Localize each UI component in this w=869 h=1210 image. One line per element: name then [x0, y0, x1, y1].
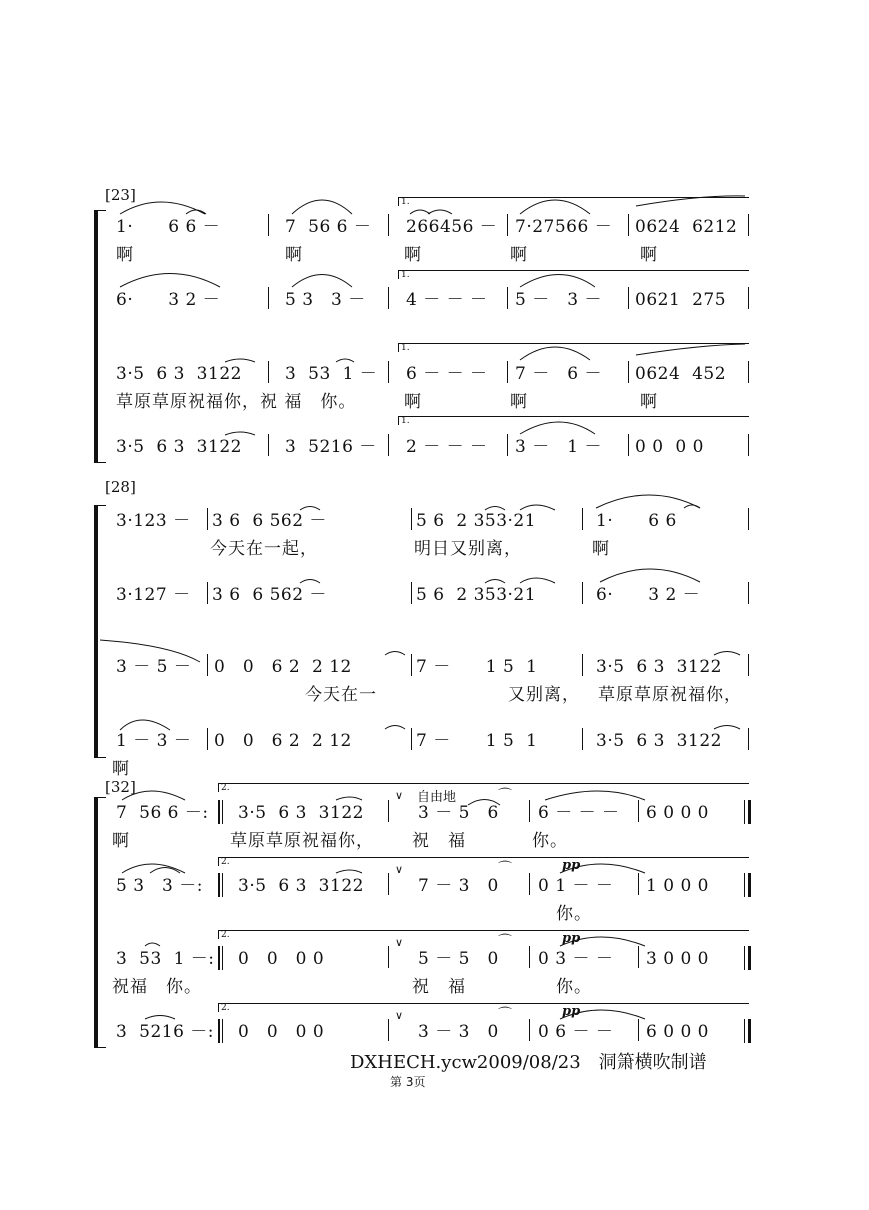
slur	[292, 275, 352, 288]
slur	[292, 200, 352, 214]
s1-v3-lyric3: 啊	[510, 392, 528, 412]
s1-v1-m1: 1· 6 6 －	[116, 217, 221, 237]
s2-v3-lyric2: 又别离，	[508, 685, 580, 705]
slur	[636, 344, 745, 355]
s3-v4-m4: 0 6 － －	[538, 1022, 614, 1042]
slur	[410, 210, 430, 214]
s3-v1-m1: 7 56 6 －:	[116, 803, 209, 823]
s1-v2-m4: 5 － 3 －	[515, 290, 602, 310]
s2-v3-m2: 0 0 6 2 2 12	[214, 657, 352, 677]
slur	[485, 507, 505, 511]
s2-v2-m4: 6· 3 2 －	[596, 585, 701, 605]
s1-v2-m1: 6· 3 2 －	[116, 290, 221, 310]
volta-first-s1-v3: 1.	[398, 343, 749, 352]
slur	[636, 196, 745, 206]
s1-v3-m3: 6 － － －	[406, 364, 488, 384]
s3-v4-m3: 3 － 3 0	[418, 1022, 499, 1042]
s2-v2-m2: 3 6 6 562 －	[212, 585, 327, 605]
s3-v1-m3: 3 － 5 6	[418, 803, 499, 823]
slur	[714, 652, 740, 656]
slur	[122, 791, 185, 800]
slur	[428, 210, 452, 214]
slur	[120, 720, 170, 730]
slur	[520, 275, 595, 288]
s1-v2-m2: 5 3 3 －	[285, 290, 366, 310]
s2-v3-m3: 7 － 1 5 1	[416, 657, 538, 677]
s1-v3-lyric1: 草原草原祝福你，祝 福 你。	[116, 392, 357, 412]
fermata-icon: ⌒	[498, 1007, 512, 1023]
s3-v2-m3: 7 － 3 0	[418, 876, 499, 896]
s1-v4-m4: 3 － 1 －	[515, 437, 602, 457]
s3-v2-m2: 3·5 6 3 3122	[238, 876, 364, 896]
volta-first-s1-v4: 1.	[398, 416, 749, 425]
s2-v4-m1: 1 － 3 －	[116, 731, 192, 751]
slur	[385, 726, 405, 730]
s3-v2-m5: 1 0 0 0	[646, 876, 709, 896]
s1-v1-m2: 7 56 6 －	[285, 217, 372, 237]
s1-v1-m3: 266456 －	[406, 217, 498, 237]
slur	[560, 937, 645, 946]
measure-number-23: [23]	[105, 186, 136, 204]
s1-v2-m3: 4 － － －	[406, 290, 488, 310]
s2-v1-m2: 3 6 6 562 －	[212, 511, 327, 531]
s1-v3-m4: 7 － 6 －	[515, 364, 602, 384]
s1-v1-lyric2: 啊	[285, 245, 303, 265]
slur	[336, 870, 362, 873]
s2-v3-m4: 3·5 6 3 3122	[596, 657, 722, 677]
fermata-icon: ⌒	[498, 934, 512, 950]
fermata-icon: ⌒	[498, 788, 512, 804]
footer-credit: DXHECH.ycw2009/08/23 洞箫横吹制谱	[350, 1052, 707, 1073]
s3-v3-m4: 0 3 － －	[538, 949, 614, 969]
s2-v3-lyric1: 今天在一	[305, 685, 377, 705]
breath-mark: ∨	[395, 1009, 404, 1022]
s2-v1-lyric3: 啊	[592, 539, 610, 559]
s2-v3-m1: 3 － 5 －	[116, 657, 192, 677]
s3-v2-lyric1: 你。	[556, 904, 592, 924]
slur	[520, 422, 595, 434]
slur	[596, 495, 700, 508]
s1-v1-m5: 0624 6212	[635, 217, 738, 237]
page-number: 第 3页	[390, 1075, 426, 1089]
s2-v1-m3: 5 6 2 353·21	[416, 511, 537, 531]
s1-v4-m2: 3 5216 －	[285, 437, 377, 457]
s3-v1-m2: 3·5 6 3 3122	[238, 803, 364, 823]
s1-v1-lyric5: 啊	[640, 245, 658, 265]
tempo-marking: 自由地	[417, 790, 457, 805]
slur	[385, 652, 405, 656]
s1-v4-m3: 2 － － －	[406, 437, 488, 457]
s2-v4-m3: 7 － 1 5 1	[416, 731, 538, 751]
dynamic-pp: pp	[562, 1004, 581, 1019]
volta-first-s1-v1: 1.	[398, 197, 749, 206]
s2-v1-m4: 1· 6 6	[596, 511, 677, 531]
s2-v4-lyric1: 啊	[112, 759, 130, 779]
s1-v1-m4: 7·27566 －	[515, 217, 613, 237]
s3-v2-m1: 5 3 3 －:	[116, 876, 203, 896]
s2-v2-m3: 5 6 2 353·21	[416, 585, 537, 605]
volta-second-s3-v4: 2.	[218, 1003, 749, 1012]
s1-v3-lyric2: 啊	[404, 392, 422, 412]
slur	[520, 200, 590, 214]
slur	[520, 505, 555, 510]
volta-second-s3-v3: 2.	[218, 930, 749, 939]
volta-second-s3-v2: 2.	[218, 857, 749, 866]
slur	[520, 578, 555, 583]
s3-v1-lyric1: 啊	[112, 831, 130, 851]
slur	[545, 791, 645, 800]
s1-v1-lyric3: 啊	[404, 245, 422, 265]
volta-first-s1-v2: 1.	[398, 270, 749, 279]
s3-v3-m5: 3 0 0 0	[646, 949, 709, 969]
s1-v1-lyric4: 啊	[510, 245, 528, 265]
s2-v4-m4: 3·5 6 3 3122	[596, 731, 722, 751]
breath-mark: ∨	[395, 936, 404, 949]
breath-mark: ∨	[395, 863, 404, 876]
s1-v1-lyric1: 啊	[116, 245, 134, 265]
s1-v4-m1: 3·5 6 3 3122	[116, 437, 242, 457]
slur	[485, 580, 505, 584]
slur	[120, 274, 220, 288]
s1-v3-m1: 3·5 6 3 3122	[116, 364, 242, 384]
s3-v3-lyric2: 祝 福	[412, 977, 466, 997]
s3-v3-lyric3: 你。	[556, 977, 592, 997]
dynamic-pp: pp	[562, 858, 581, 873]
s1-v3-lyric4: 啊	[640, 392, 658, 412]
s3-v1-lyric2: 草原草原祝福你，	[230, 831, 374, 851]
s2-v1-m1: 3·123 －	[116, 511, 191, 531]
slur	[122, 864, 185, 873]
s1-v4-m5: 0 0 0 0	[635, 437, 704, 457]
s3-v1-lyric3: 祝 福	[412, 831, 466, 851]
s3-v1-m4: 6 － － －	[538, 803, 620, 823]
slur	[336, 797, 362, 800]
s2-v3-lyric3: 草原草原祝福你，	[598, 685, 742, 705]
slur	[225, 359, 255, 362]
s3-v3-m2: 0 0 0 0	[238, 949, 325, 969]
tie	[684, 505, 700, 508]
slur	[100, 640, 200, 662]
slur	[300, 580, 320, 584]
s3-v3-m1: 3 53 1 －:	[116, 949, 215, 969]
measure-number-28: [28]	[105, 478, 136, 496]
s1-v3-m2: 3 53 1 －	[285, 364, 378, 384]
slur	[560, 1010, 645, 1019]
slur	[560, 864, 645, 873]
slur	[468, 800, 500, 806]
s2-v1-lyric1: 今天在一起，	[210, 539, 318, 559]
s1-v2-m5: 0621 275	[635, 290, 727, 310]
s3-v4-m5: 6 0 0 0	[646, 1022, 709, 1042]
slur	[225, 432, 255, 435]
s3-v3-lyric1: 祝福 你。	[112, 977, 202, 997]
slur	[145, 943, 160, 946]
slur	[336, 359, 354, 362]
breath-mark: ∨	[395, 789, 404, 802]
s3-v3-m3: 5 － 5 0	[418, 949, 499, 969]
s2-v4-m2: 0 0 6 2 2 12	[214, 731, 352, 751]
s3-v2-m4: 0 1 － －	[538, 876, 614, 896]
s3-v1-m5: 6 0 0 0	[646, 803, 709, 823]
measure-number-32: [32]	[105, 778, 136, 796]
s2-v2-m1: 3·127 －	[116, 585, 191, 605]
slur	[600, 569, 700, 582]
slur	[145, 1016, 175, 1020]
volta-second-s3-v1: 2.	[218, 783, 749, 792]
s3-v4-m2: 0 0 0 0	[238, 1022, 325, 1042]
s1-v3-m5: 0624 452	[635, 364, 727, 384]
dynamic-pp: pp	[562, 931, 581, 946]
s3-v4-m1: 3 5216 －:	[116, 1022, 215, 1042]
s2-v1-lyric2: 明日又别离，	[414, 539, 522, 559]
s3-v1-lyric4: 你。	[532, 831, 568, 851]
slur	[120, 202, 205, 214]
slur	[300, 507, 320, 511]
slur	[714, 726, 740, 730]
slur	[520, 347, 590, 360]
fermata-icon: ⌒	[498, 861, 512, 877]
